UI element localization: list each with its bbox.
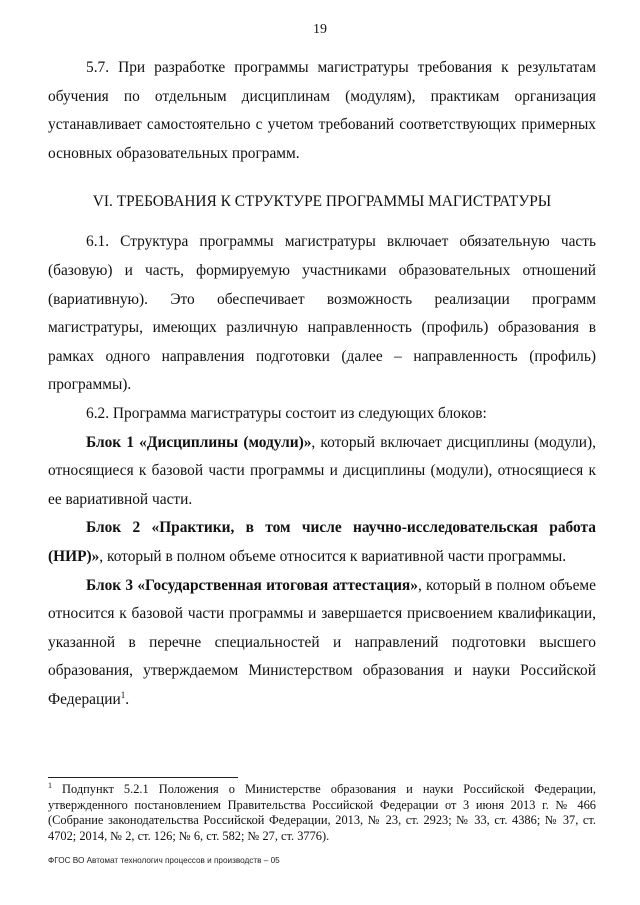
page-footer: ФГОС ВО Автомат технологич процессов и производств – 05: [48, 856, 280, 865]
block-2-title: Блок 2 «Практики, в том числе научно-исследовательская работа (НИР)»: [48, 519, 596, 565]
page-number: 19: [313, 22, 327, 37]
footnote-reference: 1: [120, 689, 126, 700]
block-3-end: .: [125, 690, 130, 708]
paragraph-6-2: 6.2. Программа магистратуры состоит из следующих блоков:: [86, 404, 487, 422]
footnote-divider: [48, 777, 238, 778]
paragraph-6-1: 6.1. Структура программы магистратуры включает обязательную часть (базовую) и часть, формируемую участниками образовательных отношений (вариативную). Это обеспечивает возможность реализации программ магистратуры, имеющих различную направленность (профиль) образования в рамках одного направления подготовки (далее – направленность (профиль) программы).: [48, 233, 596, 394]
paragraph-block-3: [48, 572, 596, 715]
block-1-text: , который включает дисциплины (модули), относящиеся к базовой части программы и дисциплины (модули), относящиеся к ее вариативной части.: [48, 433, 596, 508]
block-1-title: Блок 1 «Дисциплины (модули)»: [86, 433, 312, 451]
document-body: [48, 54, 596, 714]
footnote-marker: 1: [48, 780, 52, 790]
block-2-text: , который в полном объеме относится к вариативной части программы.: [99, 547, 567, 565]
paragraph-block-2: [48, 514, 596, 571]
footnote-text: Подпункт 5.2.1 Положения о Министерстве образования и науки Российской Федерации, утвержденного постановлением Правительства Российской Федерации от 3 июня 2013 г. № 466 (Собрание законодательства Российской Федерации, 2013, № 23, ст. 2923; № 33, ст. 4386; № 37, ст. 4702; 2014, № 2, ст. 126; № 6, ст. 582; № 27, ст. 3776).: [48, 782, 596, 843]
paragraph-block-1: [48, 429, 596, 515]
section-heading: VI. ТРЕБОВАНИЯ К СТРУКТУРЕ ПРОГРАММЫ МАГИСТРАТУРЫ: [92, 193, 552, 211]
block-3-text: , который в полном объеме относится к базовой части программы и завершается присвоением квалификации, указанной в перечне специальностей и направлений подготовки высшего образования, утверждаемом Министерством образования и науки Российской Федерации: [48, 576, 596, 708]
block-3-title: Блок 3 «Государственная итоговая аттестация»: [86, 576, 418, 594]
paragraph-5-7: 5.7. При разработке программы магистратуры требования к результатам обучения по отдельным дисциплинам (модулям), практикам организация устанавливает самостоятельно с учетом требований соответствующих примерных основных образовательных программ.: [48, 59, 596, 162]
footnote: [48, 782, 596, 844]
